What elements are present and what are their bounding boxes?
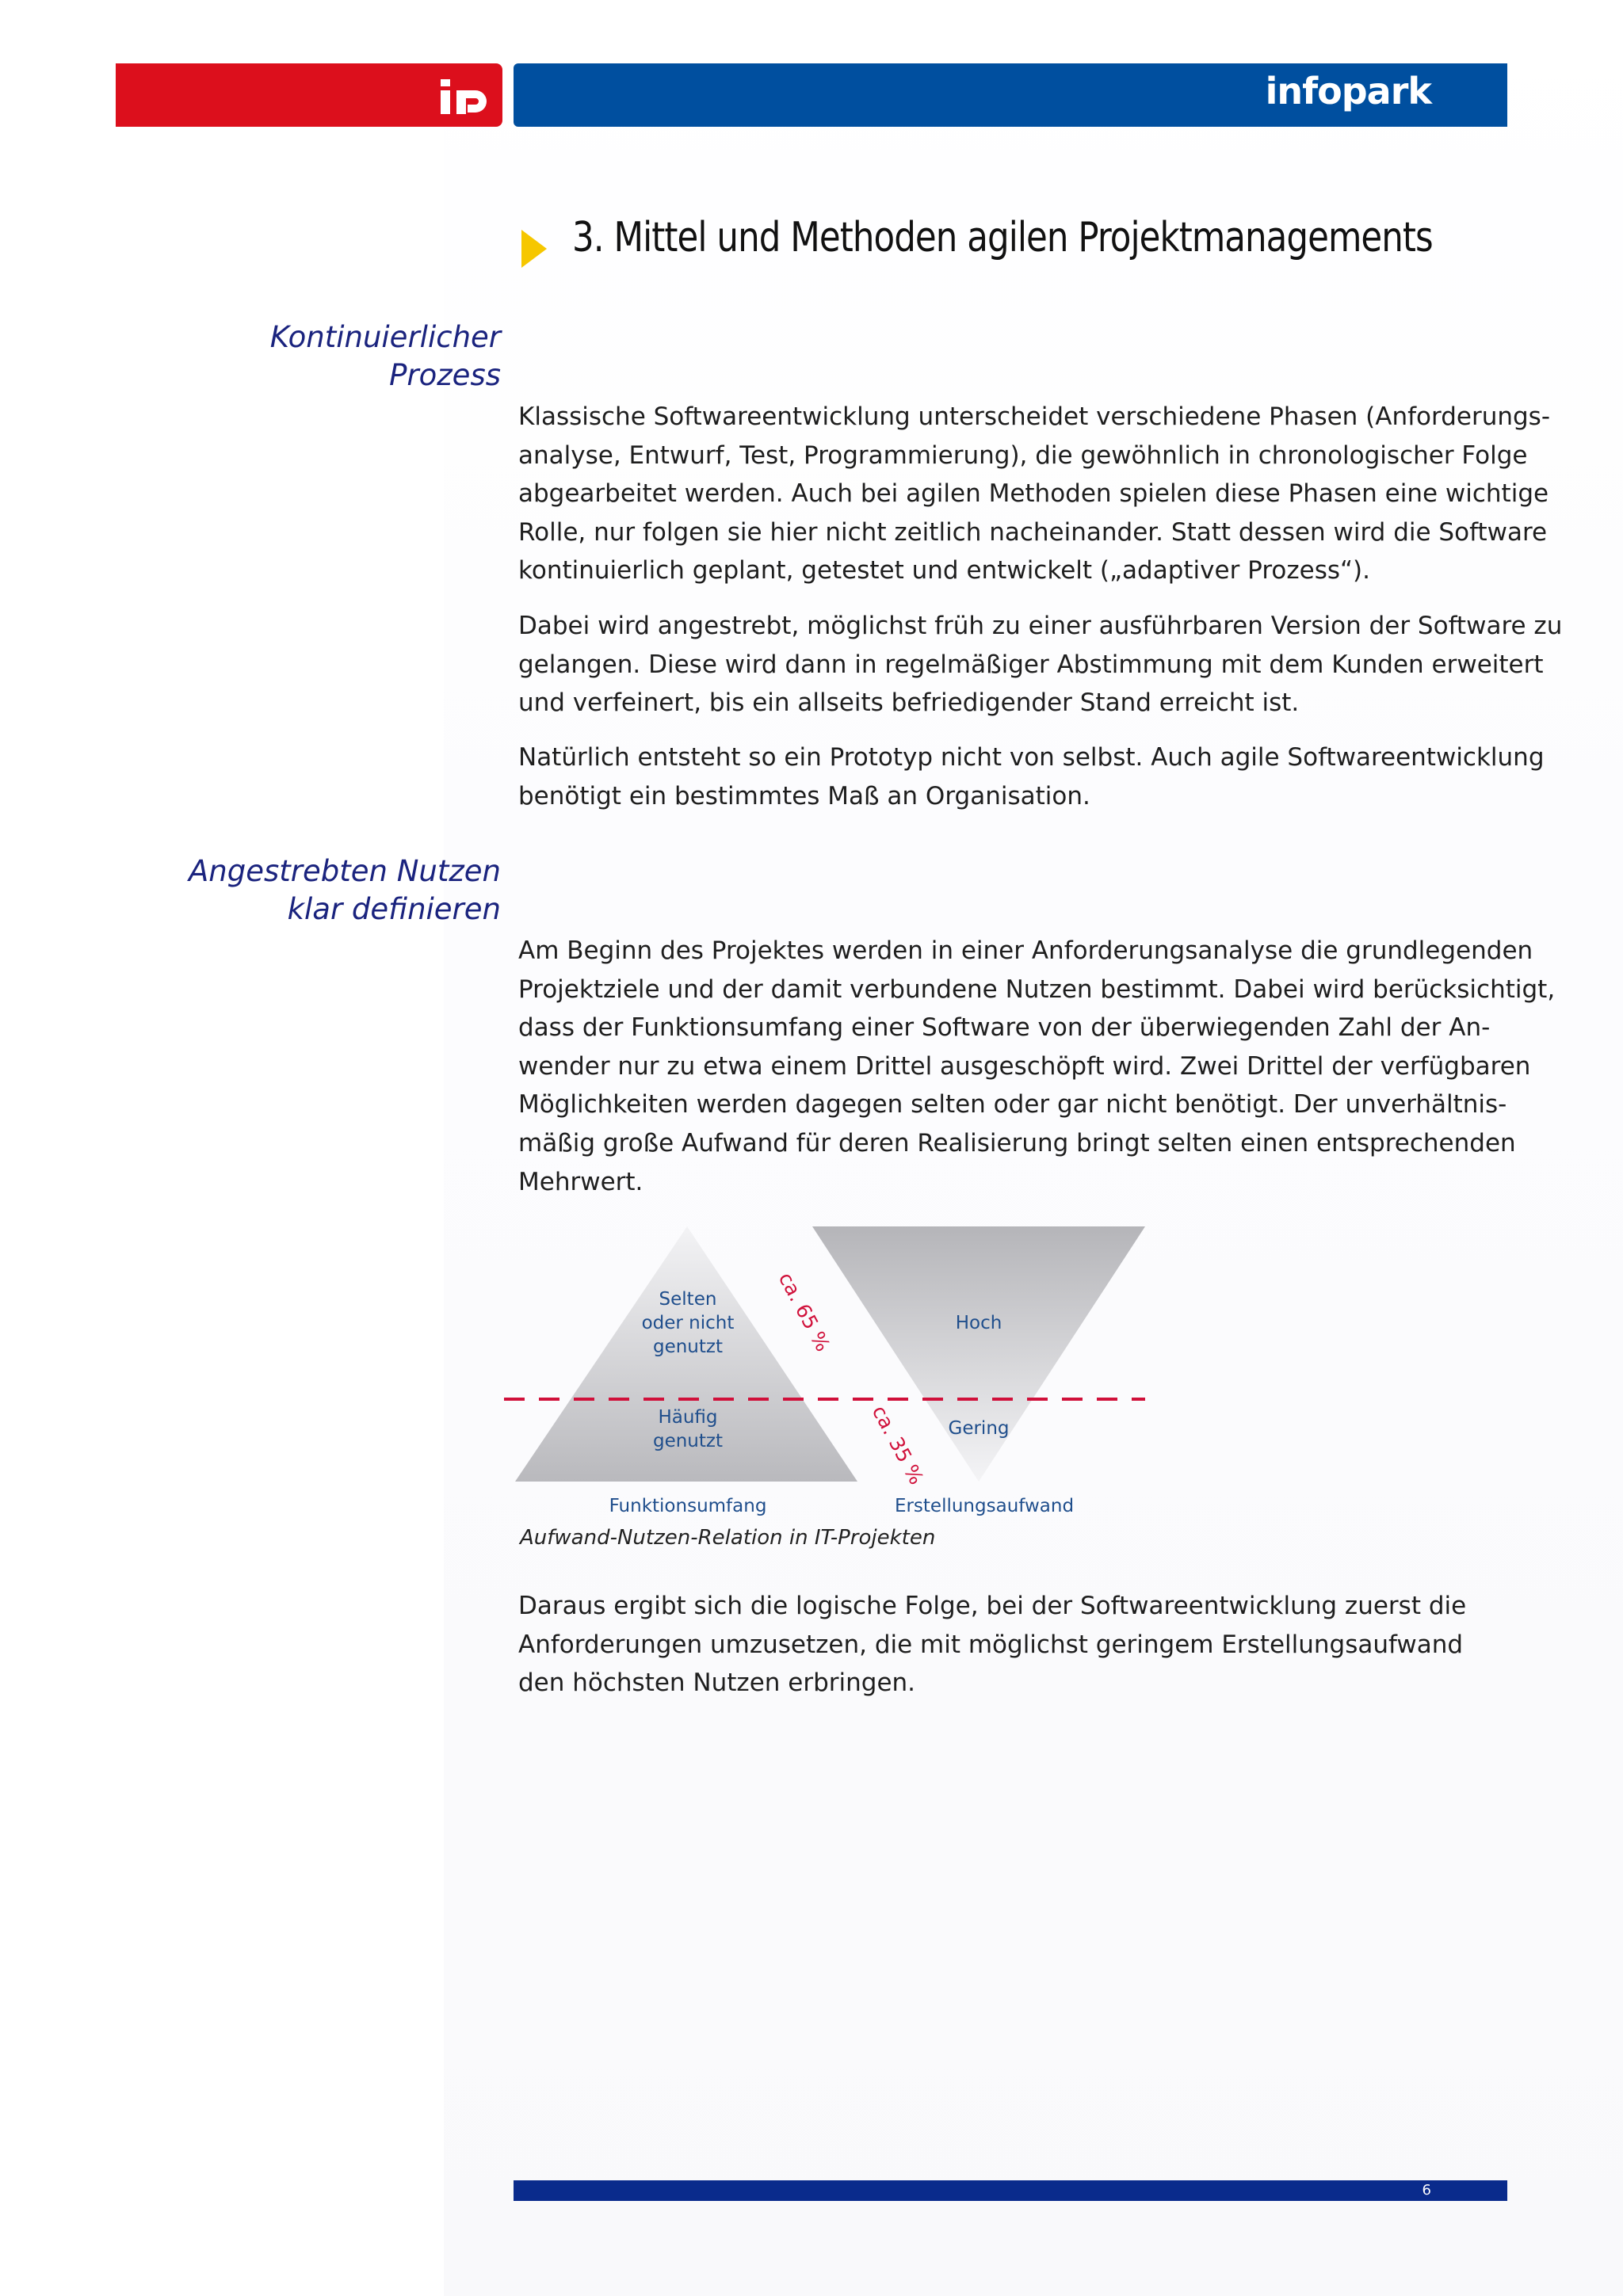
side-heading-continuous-process bbox=[270, 318, 501, 395]
label-rarely-used: genutzt bbox=[652, 1337, 724, 1357]
text-line: den höchsten Nutzen erbringen. bbox=[518, 1669, 916, 1698]
chapter-heading bbox=[520, 214, 1510, 277]
pct-35-label: ca. 35 % bbox=[867, 1402, 929, 1489]
ip-logo-icon bbox=[439, 74, 491, 116]
effort-benefit-diagram bbox=[499, 1220, 1173, 1521]
text-line: mäßig große Aufwand für deren Realisierung bringt selten einen entsprechenden bbox=[518, 1128, 1516, 1158]
text-line: Projektziele und der damit verbundene Nutzen bestimmt. Dabei wird berücksichtigt, bbox=[518, 974, 1556, 1004]
text-line: Daraus ergibt sich die logische Folge, bei der Softwareentwicklung zuerst die bbox=[518, 1592, 1467, 1620]
text-line: abgearbeitet werden. Auch bei agilen Methoden spielen diese Phasen eine wichtige bbox=[518, 479, 1549, 509]
side-heading-line: Kontinuierlicher bbox=[269, 320, 501, 354]
header-blue-bar bbox=[514, 63, 1507, 127]
text-line: kontinuierlich geplant, getestet und entwickelt („adaptiver Prozess“). bbox=[518, 556, 1371, 585]
label-often-used: Häufig bbox=[658, 1407, 718, 1428]
label-often-used: genutzt bbox=[652, 1431, 724, 1451]
text-line: Natürlich entsteht so ein Prototyp nicht von selbst. Auch agile Softwareentwicklung bbox=[518, 743, 1545, 772]
text-line: Am Beginn des Projektes werden in einer Anforderungsanalyse die grundlegenden bbox=[518, 936, 1533, 965]
label-high: Hoch bbox=[955, 1313, 1002, 1333]
label-rarely-used: oder nicht bbox=[641, 1313, 735, 1333]
paragraph bbox=[518, 932, 1556, 1201]
page-title: 3. Mittel und Methoden agilen Projektmanagements bbox=[572, 214, 1433, 261]
page-number: 6 bbox=[1422, 2182, 1431, 2199]
paragraph bbox=[518, 607, 1563, 723]
brand-wordmark: infopark bbox=[1265, 70, 1431, 113]
label-low: Gering bbox=[948, 1418, 1010, 1439]
paragraph bbox=[518, 1587, 1509, 1703]
header-red-bar bbox=[116, 63, 502, 127]
paragraph bbox=[518, 738, 1545, 815]
text-line: gelangen. Diese wird dann in regelmäßiger Abstimmung mit dem Kunden erweitert bbox=[518, 650, 1544, 679]
text-line: und verfeinert, bis ein allseits befriedigender Stand erreicht ist. bbox=[518, 688, 1300, 718]
text-line: Klassische Softwareentwicklung unterscheidet verschiedene Phasen (Anforderungs- bbox=[518, 402, 1551, 431]
text-line: Möglichkeiten werden dagegen selten oder gar nicht benötigt. Der unverhältnis- bbox=[518, 1090, 1507, 1119]
paragraph bbox=[518, 398, 1551, 590]
label-rarely-used: Selten bbox=[659, 1289, 717, 1310]
axis-label-effort: Erstellungsaufwand bbox=[894, 1496, 1075, 1516]
text-line: benötigt ein bestimmtes Maß an Organisation. bbox=[518, 781, 1090, 810]
text-line: Dabei wird angestrebt, möglichst früh zu einer ausführbaren Version der Software zu bbox=[518, 612, 1563, 640]
side-heading-line: klar definieren bbox=[287, 892, 501, 926]
side-heading-line: Angestrebten Nutzen bbox=[188, 854, 501, 888]
text-line: wender nur zu etwa einem Drittel ausgeschöpft wird. Zwei Drittel der verfügbaren bbox=[518, 1051, 1531, 1081]
text-line: Anforderungen umzusetzen, die mit möglichst geringem Erstellungsaufwand bbox=[518, 1630, 1464, 1659]
side-heading-line: Prozess bbox=[389, 358, 501, 392]
text-line: dass der Funktionsumfang einer Software von der überwiegenden Zahl der An- bbox=[518, 1013, 1491, 1043]
triangle-right-icon bbox=[520, 228, 548, 269]
text-line: analyse, Entwurf, Test, Programmierung), die gewöhnlich in chronologischer Folge bbox=[518, 441, 1528, 470]
pct-65-label: ca. 65 % bbox=[773, 1268, 835, 1356]
footer-bar bbox=[514, 2180, 1507, 2201]
side-heading-define-benefit bbox=[189, 852, 501, 929]
effort-triangle bbox=[812, 1226, 1145, 1482]
text-line: Rolle, nur folgen sie hier nicht zeitlich nacheinander. Statt dessen wird die Software bbox=[518, 517, 1548, 547]
axis-label-functionality: Funktionsumfang bbox=[609, 1496, 767, 1516]
figure-caption: Aufwand-Nutzen-Relation in IT-Projekten bbox=[520, 1526, 936, 1550]
text-line: Mehrwert. bbox=[518, 1167, 643, 1196]
